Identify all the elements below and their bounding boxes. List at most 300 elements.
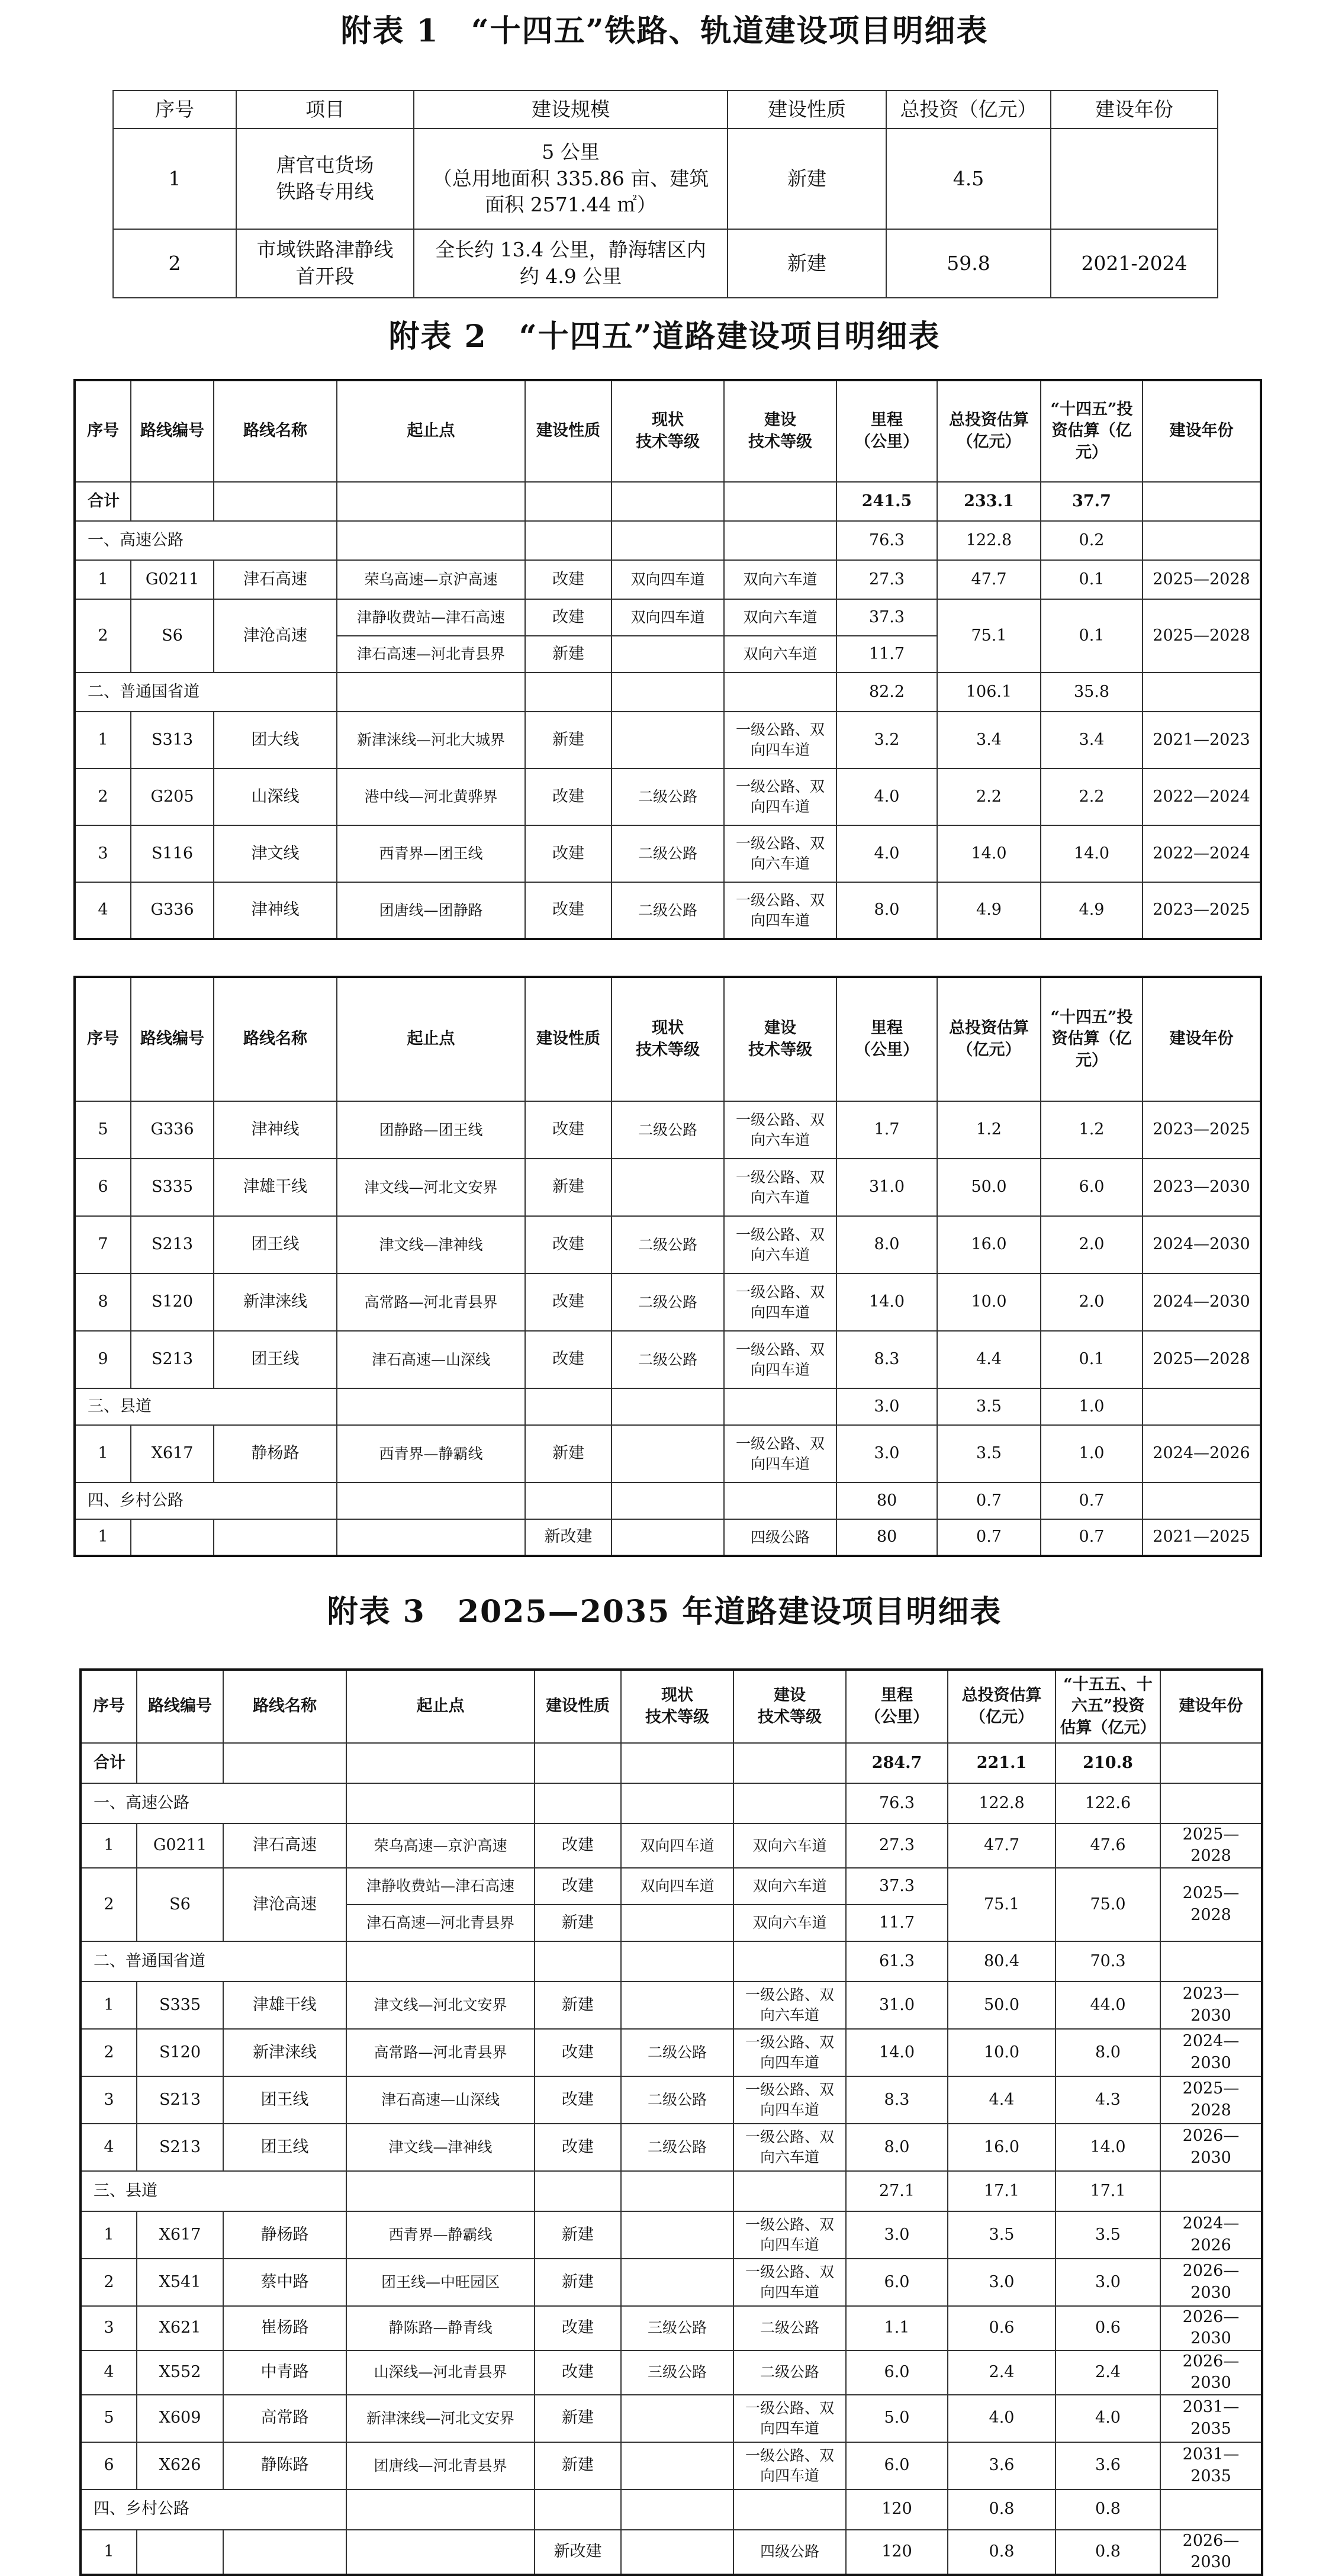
table-cell [733, 2171, 846, 2211]
cell-range: 津文线—河北文安界 [337, 1159, 525, 1216]
cell-current-grade: 二级公路 [612, 1216, 724, 1273]
cell-period-invest: 4.3 [1056, 2076, 1160, 2124]
cell-route-name: 崔杨路 [223, 2306, 346, 2350]
cell-planned-grade: 一级公路、双 向六车道 [724, 825, 836, 882]
table-row [81, 2350, 1262, 2395]
cell-mileage: 27.3 [846, 1824, 948, 1868]
road-projects-table-part2 [73, 976, 1262, 1557]
cell-current-grade: 二级公路 [621, 2029, 733, 2076]
table-cell [621, 1783, 733, 1824]
cell-total-invest: 0.8 [948, 2530, 1056, 2575]
cell-mileage: 8.3 [836, 1331, 937, 1388]
col-header: 建设性质 [535, 1670, 621, 1743]
col-header: 里程 （公里） [836, 380, 937, 482]
cell-current-grade: 双向四车道 [612, 560, 724, 599]
col-header: 起止点 [337, 380, 525, 482]
cell-period-invest: 70.3 [1056, 1941, 1160, 1982]
cell-total-invest: 0.8 [948, 2490, 1056, 2530]
col-header: 序号 [113, 91, 236, 128]
table-cell [612, 673, 724, 712]
cell-nature: 改建 [535, 2124, 621, 2171]
cell-route-code: S213 [131, 1331, 214, 1388]
table-row [81, 2076, 1262, 2124]
cell-route-code: X617 [137, 2211, 223, 2259]
cell-no: 3 [75, 825, 131, 882]
table-cell [1160, 2490, 1262, 2530]
cell-year: 2024—2030 [1160, 2029, 1262, 2076]
table-cell [1160, 2171, 1262, 2211]
table-cell [724, 482, 836, 521]
cell-planned-grade: 一级公路、双 向四车道 [724, 1331, 836, 1388]
cell-planned-grade: 一级公路、双 向四车道 [733, 2442, 846, 2490]
cell-current-grade: 双向四车道 [612, 599, 724, 636]
cell-year: 2026—2030 [1160, 2259, 1262, 2306]
cell-nature: 改建 [525, 1216, 612, 1273]
cell-range: 津石高速—山深线 [346, 2076, 535, 2124]
table-row [75, 1273, 1261, 1331]
cell-nature: 新建 [535, 2395, 621, 2442]
cell-planned-grade: 一级公路、双 向六车道 [724, 1216, 836, 1273]
cell-range: 津文线—河北文安界 [346, 1982, 535, 2029]
cell-range: 荣乌高速—京沪高速 [346, 1824, 535, 1868]
cell-route-name: 津雄干线 [214, 1159, 337, 1216]
cell-current-grade [612, 712, 724, 768]
table1-title: 附表 1 “十四五”铁路、轨道建设项目明细表 [340, 13, 989, 49]
cell-current-grade [621, 2211, 733, 2259]
cell-total-invest: 1.2 [937, 1101, 1041, 1159]
cell-range: 团唐线—河北青县界 [346, 2442, 535, 2490]
cell-total-invest: 233.1 [937, 482, 1041, 521]
cell-range [346, 2530, 535, 2575]
cell-nature: 改建 [525, 768, 612, 825]
cell-nature: 新建 [525, 712, 612, 768]
cell-year: 2025—2028 [1143, 560, 1261, 599]
section-row [75, 673, 1261, 712]
cell-planned-grade: 一级公路、双 向四车道 [724, 768, 836, 825]
table-cell [525, 673, 612, 712]
cell-range: 西青界—静霸线 [337, 1425, 525, 1482]
table-row [81, 2306, 1262, 2350]
cell-no: 1 [81, 1982, 137, 2029]
cell-no: 9 [75, 1331, 131, 1388]
table-row [81, 2211, 1262, 2259]
table-cell [1160, 1743, 1262, 1783]
cell-route-name: 新津涞线 [214, 1273, 337, 1331]
col-header: 里程 （公里） [846, 1670, 948, 1743]
cell-mileage: 3.0 [836, 1388, 937, 1425]
table-cell [346, 1783, 535, 1824]
cell-route-code: X541 [137, 2259, 223, 2306]
cell-year: 2023—2025 [1143, 882, 1261, 939]
table-row [81, 2442, 1262, 2490]
cell-mileage: 284.7 [846, 1743, 948, 1783]
cell-period-invest: 2.4 [1056, 2350, 1160, 2395]
table-row [75, 560, 1261, 599]
cell-no: 1 [81, 2211, 137, 2259]
header-row [81, 1670, 1262, 1743]
cell-route-name: 静陈路 [223, 2442, 346, 2490]
cell-nature: 改建 [525, 1101, 612, 1159]
cell-current-grade: 双向四车道 [621, 1824, 733, 1868]
table-row [113, 229, 1218, 298]
cell-planned-grade: 一级公路、双 向六车道 [733, 2124, 846, 2171]
col-header: “十四五”投 资估算（亿 元） [1041, 977, 1143, 1101]
cell-mileage: 76.3 [846, 1783, 948, 1824]
col-header: 总投资估算 （亿元） [948, 1670, 1056, 1743]
table-cell [1143, 673, 1261, 712]
table-cell [337, 482, 525, 521]
cell-route-code: S6 [137, 1868, 223, 1941]
cell-invest: 59.8 [886, 229, 1051, 298]
cell-route-code: X626 [137, 2442, 223, 2490]
cell-range: 津石高速—河北青县界 [346, 1905, 535, 1941]
cell-route-name: 静杨路 [214, 1425, 337, 1482]
table-cell [337, 521, 525, 560]
cell-planned-grade: 一级公路、双 向四车道 [724, 712, 836, 768]
cell-planned-grade: 一级公路、双 向四车道 [733, 2076, 846, 2124]
section-row [81, 2171, 1262, 2211]
table-row [75, 1216, 1261, 1273]
cell-no: 2 [75, 599, 131, 673]
cell-nature: 改建 [535, 2350, 621, 2395]
cell-mileage: 120 [846, 2490, 948, 2530]
table-cell [621, 1941, 733, 1982]
cell-period-invest: 14.0 [1056, 2124, 1160, 2171]
cell-year: 2021—2023 [1143, 712, 1261, 768]
table-cell [733, 1743, 846, 1783]
cell-period-invest: 0.1 [1041, 560, 1143, 599]
table-cell [346, 2171, 535, 2211]
cell-route-code: G0211 [131, 560, 214, 599]
cell-period-invest: 4.0 [1056, 2395, 1160, 2442]
section-label: 一、高速公路 [81, 1783, 346, 1824]
cell-mileage: 4.0 [836, 768, 937, 825]
col-header: 起止点 [337, 977, 525, 1101]
table-cell [535, 2171, 621, 2211]
cell-current-grade [621, 2530, 733, 2575]
table-cell [214, 482, 337, 521]
cell-year: 2023—2030 [1143, 1159, 1261, 1216]
cell-route-code: G0211 [137, 1824, 223, 1868]
cell-no: 2 [81, 2029, 137, 2076]
rail-projects-table [112, 90, 1218, 298]
col-header: 路线名称 [214, 380, 337, 482]
cell-range: 津文线—津神线 [346, 2124, 535, 2171]
cell-mileage: 31.0 [846, 1982, 948, 2029]
cell-nature: 新建 [535, 1905, 621, 1941]
col-header: 路线编号 [137, 1670, 223, 1743]
cell-no: 1 [75, 1425, 131, 1482]
cell-year: 2031—2035 [1160, 2395, 1262, 2442]
cell-range: 荣乌高速—京沪高速 [337, 560, 525, 599]
cell-planned-grade: 二级公路 [733, 2306, 846, 2350]
cell-planned-grade: 一级公路、双 向四车道 [733, 2211, 846, 2259]
cell-period-invest: 122.6 [1056, 1783, 1160, 1824]
cell-period-invest: 2.0 [1041, 1216, 1143, 1273]
cell-total-invest: 17.1 [948, 2171, 1056, 2211]
total-row [75, 482, 1261, 521]
cell-mileage: 1.1 [846, 2306, 948, 2350]
cell-mileage: 76.3 [836, 521, 937, 560]
cell-route-name [223, 2530, 346, 2575]
cell-nature: 新建 [535, 2211, 621, 2259]
cell-mileage: 3.0 [846, 2211, 948, 2259]
cell-route-name: 团王线 [214, 1216, 337, 1273]
table-row [81, 2395, 1262, 2442]
cell-range: 新津涞线—河北文安界 [346, 2395, 535, 2442]
cell-planned-grade: 双向六车道 [733, 1905, 846, 1941]
cell-route-name: 津神线 [214, 882, 337, 939]
cell-route-name: 新津涞线 [223, 2029, 346, 2076]
cell-nature: 新建 [728, 229, 886, 298]
cell-period-invest: 35.8 [1041, 673, 1143, 712]
cell-no: 5 [81, 2395, 137, 2442]
cell-total-invest: 14.0 [937, 825, 1041, 882]
cell-year [1051, 128, 1218, 229]
section-row [81, 1783, 1262, 1824]
col-header: 路线编号 [131, 977, 214, 1101]
cell-no: 1 [75, 560, 131, 599]
cell-planned-grade: 一级公路、双 向四车道 [724, 1425, 836, 1482]
table-cell [612, 1388, 724, 1425]
section-label: 一、高速公路 [75, 521, 337, 560]
table3-title: 附表 3 2025—2035 年道路建设项目明细表 [327, 1594, 1002, 1630]
cell-period-invest: 1.0 [1041, 1388, 1143, 1425]
cell-route-code [137, 2530, 223, 2575]
cell-planned-grade: 一级公路、双 向四车道 [733, 2395, 846, 2442]
cell-no: 6 [75, 1159, 131, 1216]
cell-route-name: 津神线 [214, 1101, 337, 1159]
cell-planned-grade: 双向六车道 [724, 599, 836, 636]
cell-total-invest: 4.4 [937, 1331, 1041, 1388]
col-header: 建设 技术等级 [724, 380, 836, 482]
cell-total-invest: 80.4 [948, 1941, 1056, 1982]
cell-period-invest: 0.2 [1041, 521, 1143, 560]
cell-total-invest: 0.6 [948, 2306, 1056, 2350]
cell-mileage: 3.0 [836, 1425, 937, 1482]
col-header: 现状 技术等级 [612, 380, 724, 482]
cell-route-name [214, 1519, 337, 1556]
cell-year: 2025—2028 [1160, 2076, 1262, 2124]
section-row [75, 521, 1261, 560]
cell-nature: 改建 [525, 1331, 612, 1388]
cell-current-grade [612, 1425, 724, 1482]
cell-current-grade: 二级公路 [621, 2076, 733, 2124]
col-header: 建设性质 [525, 380, 612, 482]
cell-no: 5 [75, 1101, 131, 1159]
cell-no: 2 [113, 229, 236, 298]
cell-year: 2025—2028 [1160, 1824, 1262, 1868]
cell-range [337, 1519, 525, 1556]
cell-range: 西青界—团王线 [337, 825, 525, 882]
cell-route-code: S313 [131, 712, 214, 768]
table2-title: 附表 2 “十四五”道路建设项目明细表 [388, 319, 941, 355]
cell-mileage: 82.2 [836, 673, 937, 712]
table-cell [612, 521, 724, 560]
table1-header-row [113, 91, 1218, 128]
cell-mileage: 11.7 [836, 636, 937, 673]
table-row [81, 2259, 1262, 2306]
cell-total-invest: 4.9 [937, 882, 1041, 939]
table-row [81, 1824, 1262, 1868]
table-cell [535, 1783, 621, 1824]
col-header: 序号 [75, 977, 131, 1101]
cell-no: 4 [81, 2350, 137, 2395]
cell-route-code: G336 [131, 882, 214, 939]
cell-planned-grade: 二级公路 [733, 2350, 846, 2395]
cell-no: 7 [75, 1216, 131, 1273]
cell-route-name: 津石高速 [223, 1824, 346, 1868]
cell-period-invest: 3.6 [1056, 2442, 1160, 2490]
section-label: 二、普通国省道 [75, 673, 337, 712]
cell-total-invest: 3.4 [937, 712, 1041, 768]
table-cell [525, 1388, 612, 1425]
cell-scale: 5 公里 （总用地面积 335.86 亩、建筑 面积 2571.44 ㎡） [414, 128, 728, 229]
cell-mileage: 80 [836, 1519, 937, 1556]
cell-year: 2025—2028 [1160, 1868, 1262, 1941]
cell-nature: 改建 [525, 599, 612, 636]
cell-project: 市域铁路津静线 首开段 [236, 229, 414, 298]
cell-total-invest: 0.7 [937, 1519, 1041, 1556]
cell-mileage: 6.0 [846, 2350, 948, 2395]
cell-mileage: 5.0 [846, 2395, 948, 2442]
table-cell [733, 1783, 846, 1824]
cell-current-grade: 二级公路 [612, 882, 724, 939]
table-cell [535, 2490, 621, 2530]
road-projects-table-part1 [73, 379, 1262, 940]
col-header: “十四五”投 资估算（亿 元） [1041, 380, 1143, 482]
cell-range: 团王线—中旺园区 [346, 2259, 535, 2306]
cell-planned-grade: 一级公路、双 向六车道 [733, 1982, 846, 2029]
cell-period-invest: 2.0 [1041, 1273, 1143, 1331]
cell-route-name: 蔡中路 [223, 2259, 346, 2306]
cell-period-invest: 210.8 [1056, 1743, 1160, 1783]
section-label: 三、县道 [81, 2171, 346, 2211]
col-header: 项目 [236, 91, 414, 128]
col-header: 路线名称 [223, 1670, 346, 1743]
section-row [81, 1941, 1262, 1982]
section-label: 三、县道 [75, 1388, 337, 1425]
table-cell [137, 1743, 223, 1783]
cell-current-grade [621, 2259, 733, 2306]
cell-period-invest: 3.5 [1056, 2211, 1160, 2259]
total-label: 合计 [81, 1743, 137, 1783]
cell-no: 2 [81, 1868, 137, 1941]
cell-route-name: 静杨路 [223, 2211, 346, 2259]
col-header: 路线编号 [131, 380, 214, 482]
section-label: 二、普通国省道 [81, 1941, 346, 1982]
total-label: 合计 [75, 482, 131, 521]
cell-mileage: 31.0 [836, 1159, 937, 1216]
table-cell [724, 1482, 836, 1519]
cell-planned-grade: 双向六车道 [724, 560, 836, 599]
cell-no: 2 [81, 2259, 137, 2306]
cell-year: 2021—2025 [1143, 1519, 1261, 1556]
table-cell [346, 1743, 535, 1783]
cell-range: 新津涞线—河北大城界 [337, 712, 525, 768]
cell-total-invest: 3.5 [948, 2211, 1056, 2259]
cell-mileage: 80 [836, 1482, 937, 1519]
col-header: 建设 技术等级 [724, 977, 836, 1101]
cell-planned-grade: 双向六车道 [733, 1824, 846, 1868]
cell-period-invest: 1.2 [1041, 1101, 1143, 1159]
cell-year: 2024—2026 [1160, 2211, 1262, 2259]
table-row [75, 1159, 1261, 1216]
cell-planned-grade: 一级公路、双 向四车道 [724, 1273, 836, 1331]
cell-total-invest: 4.0 [948, 2395, 1056, 2442]
cell-period-invest: 4.9 [1041, 882, 1143, 939]
table-cell [1160, 1783, 1262, 1824]
header-row [75, 380, 1261, 482]
cell-total-invest: 75.1 [948, 1868, 1056, 1941]
cell-mileage: 8.0 [836, 1216, 937, 1273]
cell-total-invest: 3.0 [948, 2259, 1056, 2306]
cell-year: 2023—2030 [1160, 1982, 1262, 2029]
cell-route-code: X552 [137, 2350, 223, 2395]
col-header: 序号 [75, 380, 131, 482]
table-row [75, 768, 1261, 825]
cell-mileage: 14.0 [836, 1273, 937, 1331]
cell-year: 2024—2030 [1143, 1216, 1261, 1273]
col-header: 起止点 [346, 1670, 535, 1743]
cell-current-grade: 二级公路 [612, 1101, 724, 1159]
cell-planned-grade: 四级公路 [733, 2530, 846, 2575]
cell-route-name: 团王线 [223, 2124, 346, 2171]
cell-current-grade: 二级公路 [612, 1273, 724, 1331]
cell-period-invest: 17.1 [1056, 2171, 1160, 2211]
cell-range: 山深线—河北青县界 [346, 2350, 535, 2395]
cell-mileage: 8.0 [846, 2124, 948, 2171]
cell-current-grade: 二级公路 [621, 2124, 733, 2171]
cell-year: 2024—2026 [1143, 1425, 1261, 1482]
table-cell [1160, 1941, 1262, 1982]
cell-nature: 新改建 [525, 1519, 612, 1556]
cell-no: 3 [81, 2306, 137, 2350]
table-cell [337, 1388, 525, 1425]
table-row [113, 128, 1218, 229]
cell-nature: 改建 [525, 825, 612, 882]
cell-nature: 新建 [535, 2259, 621, 2306]
cell-total-invest: 3.6 [948, 2442, 1056, 2490]
table-row [81, 2029, 1262, 2076]
table-cell [612, 482, 724, 521]
cell-current-grade [621, 1905, 733, 1941]
cell-current-grade: 双向四车道 [621, 1868, 733, 1905]
cell-year: 2023—2025 [1143, 1101, 1261, 1159]
cell-route-code: S335 [131, 1159, 214, 1216]
cell-range: 团静路—团王线 [337, 1101, 525, 1159]
cell-range: 津石高速—山深线 [337, 1331, 525, 1388]
col-header: 建设性质 [525, 977, 612, 1101]
table-row [75, 1425, 1261, 1482]
cell-range: 津文线—津神线 [337, 1216, 525, 1273]
cell-total-invest: 3.5 [937, 1388, 1041, 1425]
cell-total-invest: 47.7 [937, 560, 1041, 599]
table-cell [724, 521, 836, 560]
cell-total-invest: 16.0 [937, 1216, 1041, 1273]
cell-route-code: S213 [131, 1216, 214, 1273]
cell-planned-grade: 双向六车道 [724, 636, 836, 673]
cell-nature: 新建 [525, 1425, 612, 1482]
cell-current-grade: 三级公路 [621, 2350, 733, 2395]
cell-no: 4 [75, 882, 131, 939]
cell-route-code: S6 [131, 599, 214, 673]
cell-total-invest: 122.8 [937, 521, 1041, 560]
cell-year: 2022—2024 [1143, 768, 1261, 825]
cell-mileage: 1.7 [836, 1101, 937, 1159]
cell-no: 1 [75, 712, 131, 768]
col-header: 建设年份 [1160, 1670, 1262, 1743]
